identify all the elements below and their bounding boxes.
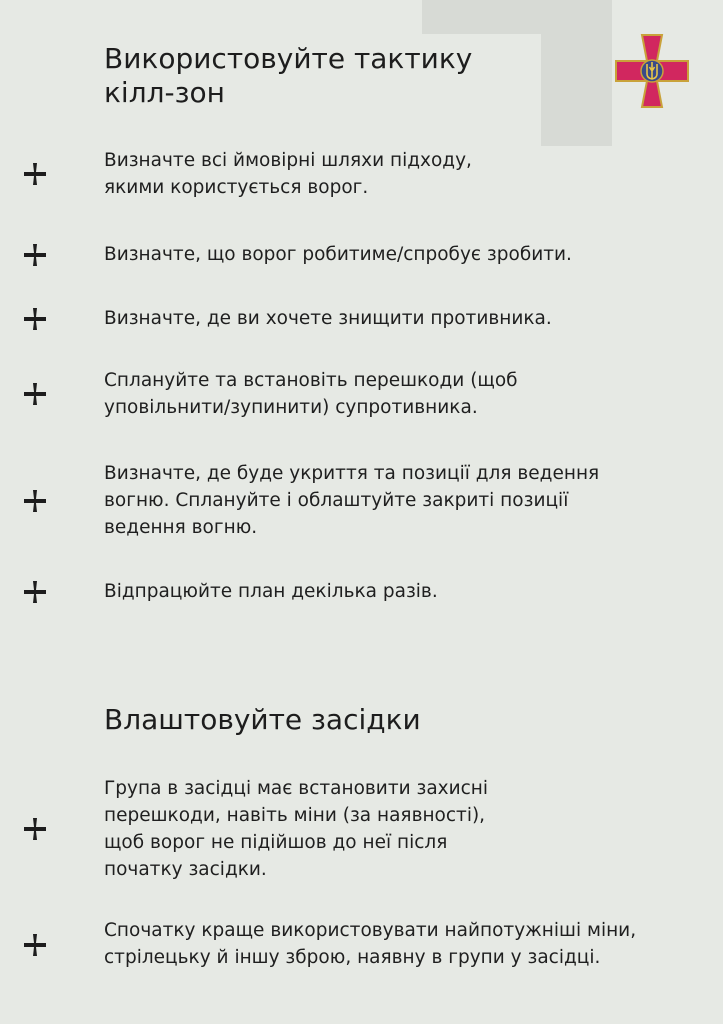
armed-forces-emblem-icon — [614, 33, 690, 109]
list-item-text: Визначте, що ворог робитиме/спробує зробити. — [104, 244, 572, 265]
list-item-text: Визначте всі ймовірні шляхи підходу, якими користується ворог. — [104, 150, 472, 198]
cross-bullet-icon — [23, 243, 47, 267]
list-item-text: Визначте, де ви хочете знищити противника. — [104, 308, 552, 329]
list-item-text: Сплануйте та встановіть перешкоди (щоб уповільнити/зупинити) супротивника. — [104, 370, 518, 418]
section-title-ambush: Влаштовуйте засідки — [104, 703, 421, 736]
cross-bullet-icon — [23, 307, 47, 331]
cross-bullet-icon — [23, 489, 47, 513]
cross-bullet-icon — [23, 580, 47, 604]
section-title-kill-zones: Використовуйте тактику кілл-зон — [104, 42, 473, 109]
background-decoration — [541, 0, 612, 146]
cross-bullet-icon — [23, 382, 47, 406]
cross-bullet-icon — [23, 817, 47, 841]
list-item-text: Спочатку краще використовувати найпотужніші міни, стрілецьку й іншу зброю, наявну в групи у засідці. — [104, 920, 637, 968]
list-item-text: Відпрацюйте план декілька разів. — [104, 581, 438, 602]
list-item-text: Група в засідці має встановити захисні перешкоди, навіть міни (за наявності), щоб ворог не підійшов до неї після початку засідки. — [104, 778, 489, 880]
cross-bullet-icon — [23, 162, 47, 186]
list-item-text: Визначте, де буде укриття та позиції для ведення вогню. Сплануйте і облаштуйте закриті позиції ведення вогню. — [104, 463, 600, 538]
cross-bullet-icon — [23, 933, 47, 957]
